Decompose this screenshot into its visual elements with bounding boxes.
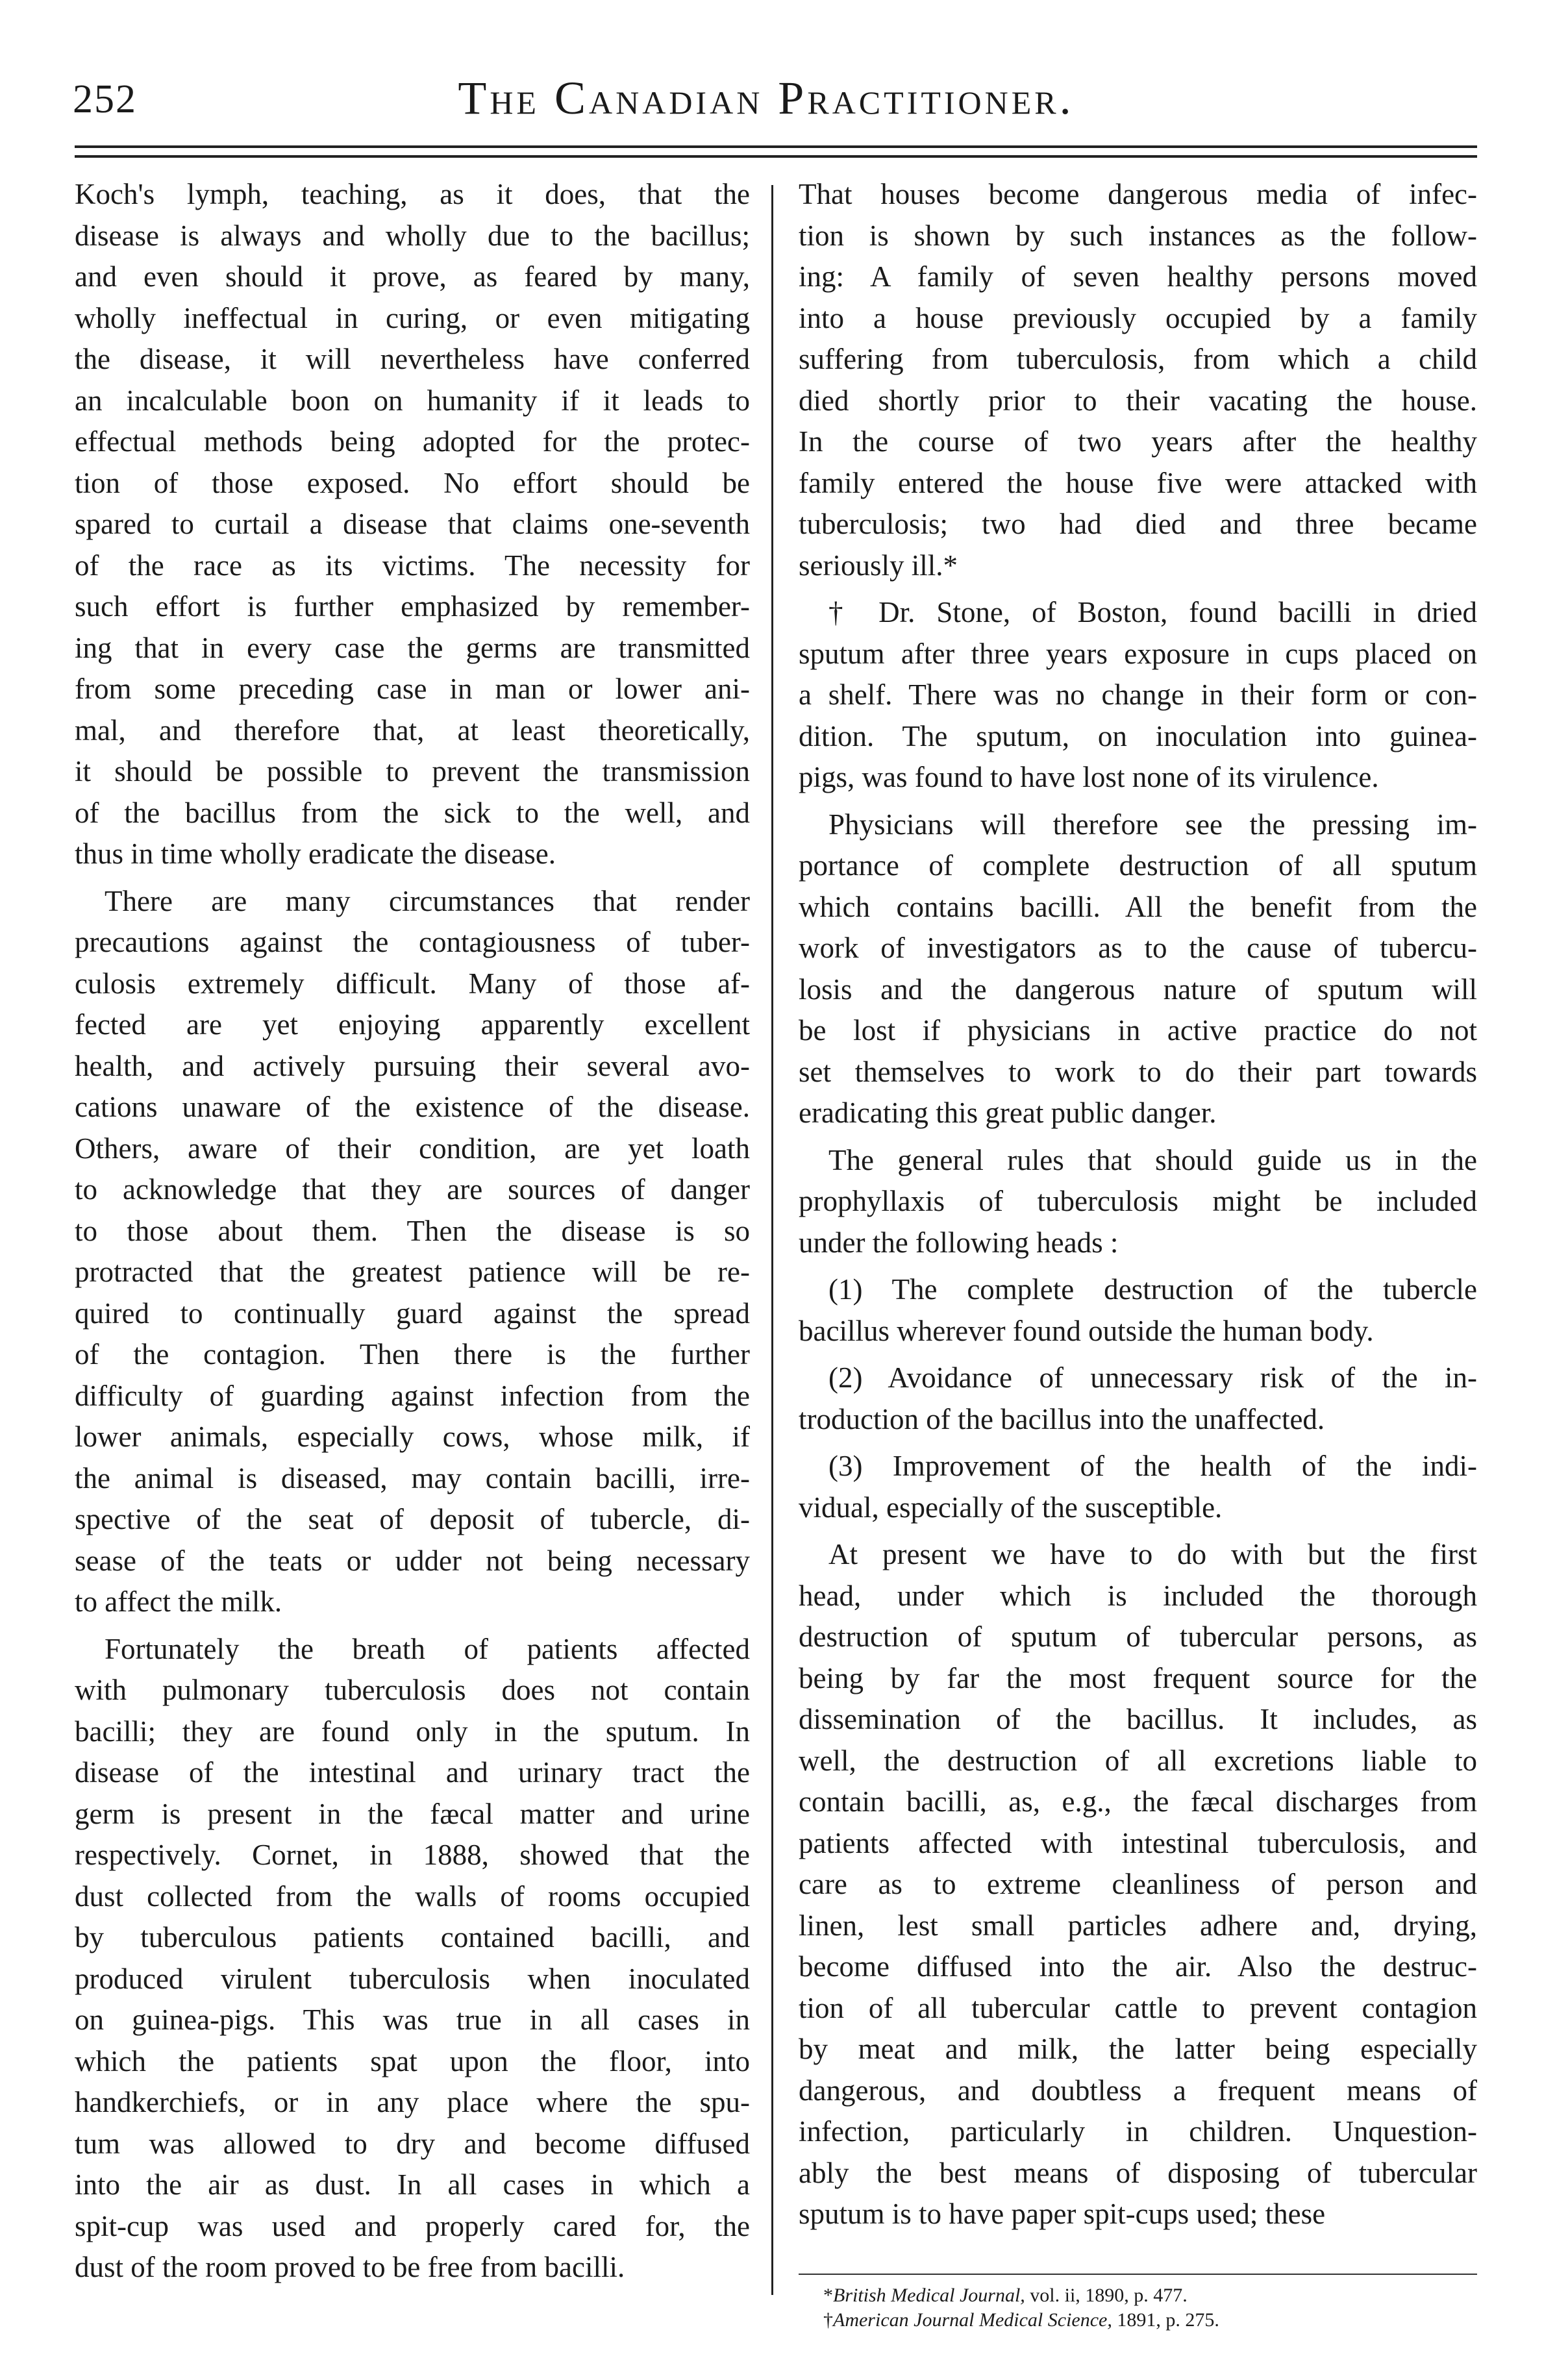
- text-line: protracted that the greatest patience will be re-: [75, 1256, 750, 1288]
- text-line: lower animals, especially cows, whose milk, if: [75, 1420, 750, 1453]
- text-line: dust of the room proved to be free from bacilli.: [75, 2251, 625, 2283]
- footnote-details: vol. ii, 1890, p. 477.: [1025, 2285, 1188, 2306]
- text-line: germ is present in the fæcal matter and urine: [75, 1797, 750, 1830]
- paragraph: [799, 1358, 1477, 1440]
- text-line: At present we have to do with but the first: [828, 1538, 1477, 1570]
- footnote-mark: *: [823, 2285, 833, 2306]
- footnote: [823, 2283, 1219, 2308]
- text-line: ing: A family of seven healthy persons moved: [799, 260, 1477, 293]
- text-line: from some preceding case in man or lower ani-: [75, 673, 750, 705]
- text-line: fected are yet enjoying apparently excellent: [75, 1008, 750, 1041]
- text-line: dissemination of the bacillus. It includes, as: [799, 1703, 1477, 1735]
- text-line: contain bacilli, as, e.g., the fæcal discharges from: [799, 1785, 1477, 1818]
- text-line: tum was allowed to dry and become diffused: [75, 2127, 750, 2160]
- text-line: into a house previously occupied by a family: [799, 301, 1477, 334]
- text-line: head, under which is included the thorough: [799, 1579, 1477, 1612]
- paragraph: [75, 881, 750, 1623]
- text-line: dust collected from the walls of rooms occupied: [75, 1879, 750, 1913]
- text-line: tuberculosis; two had died and three became: [799, 508, 1477, 540]
- text-line: under the following heads :: [799, 1226, 1119, 1259]
- footnote-mark: †: [823, 2309, 833, 2331]
- text-line: tion of those exposed. No effort should be: [75, 466, 750, 499]
- text-line: eradicating this great public danger.: [799, 1097, 1217, 1129]
- text-line: tion is shown by such instances as the follow-: [799, 219, 1477, 252]
- text-line: † Dr. Stone, of Boston, found bacilli in dried: [828, 596, 1477, 628]
- text-line: linen, lest small particles adhere and, drying,: [799, 1909, 1477, 1942]
- text-line: prophyllaxis of tuberculosis might be included: [799, 1185, 1477, 1217]
- text-line: and even should it prove, as feared by many,: [75, 260, 750, 293]
- text-line: produced virulent tuberculosis when inoculated: [75, 1962, 750, 1995]
- header-rule-bottom: [75, 155, 1477, 158]
- text-line: Fortunately the breath of patients affected: [105, 1632, 750, 1665]
- text-line: with pulmonary tuberculosis does not contain: [75, 1674, 750, 1706]
- left-column: [75, 174, 750, 2294]
- text-line: health, and actively pursuing their several avo-: [75, 1049, 750, 1082]
- text-line: spective of the seat of deposit of tubercle, di-: [75, 1503, 750, 1535]
- text-line: become diffused into the air. Also the destruc-: [799, 1950, 1477, 1983]
- text-line: mal, and therefore that, at least theoretically,: [75, 713, 750, 747]
- footnote-source: British Medical Journal,: [833, 2285, 1025, 2306]
- paragraph: [799, 804, 1477, 1134]
- text-line: (3) Improvement of the health of the indi-: [828, 1450, 1477, 1482]
- text-line: the disease, it will nevertheless have conferred: [75, 343, 750, 375]
- text-line: such effort is further emphasized by remember-: [75, 590, 750, 623]
- text-line: Koch's lymph, teaching, as it does, that the: [75, 178, 750, 210]
- text-line: difficulty of guarding against infection from the: [75, 1379, 750, 1412]
- text-line: destruction of sputum of tubercular persons, as: [799, 1620, 1477, 1653]
- text-line: family entered the house five were attacked with: [799, 466, 1477, 499]
- text-line: died shortly prior to their vacating the house.: [799, 384, 1477, 417]
- text-line: The general rules that should guide us in the: [828, 1143, 1477, 1176]
- page-number: 252: [73, 77, 137, 121]
- text-line: thus in time wholly eradicate the disease.: [75, 837, 556, 870]
- text-line: well, the destruction of all excretions liable to: [799, 1744, 1477, 1777]
- right-column: [799, 174, 1477, 2241]
- text-line: sputum after three years exposure in cups placed on: [799, 637, 1477, 670]
- footnote-source: American Journal Medical Science,: [833, 2309, 1112, 2331]
- text-line: set themselves to work to do their part towards: [799, 1055, 1477, 1088]
- text-line: culosis extremely difficult. Many of those af-: [75, 967, 750, 1000]
- footnote-rule: [799, 2274, 1477, 2275]
- text-line: precautions against the contagiousness of tuber-: [75, 926, 750, 958]
- text-line: to affect the milk.: [75, 1585, 282, 1618]
- text-line: into the air as dust. In all cases in which a: [75, 2168, 750, 2201]
- text-line: spared to curtail a disease that claims one-seventh: [75, 508, 750, 540]
- text-line: patients affected with intestinal tuberculosis, and: [799, 1826, 1477, 1859]
- text-line: (2) Avoidance of unnecessary risk of the in-: [828, 1361, 1477, 1394]
- text-line: by meat and milk, the latter being especially: [799, 2033, 1477, 2065]
- text-line: dition. The sputum, on inoculation into guinea-: [799, 719, 1477, 752]
- text-line: tion of all tubercular cattle to prevent contagion: [799, 1991, 1477, 2024]
- paragraph: [799, 1446, 1477, 1528]
- text-line: of the race as its victims. The necessity for: [75, 549, 750, 582]
- text-line: sease of the teats or udder not being necessary: [75, 1544, 750, 1577]
- paragraph: [75, 174, 750, 875]
- text-line: suffering from tuberculosis, from which a child: [799, 343, 1477, 375]
- text-line: losis and the dangerous nature of sputum will: [799, 973, 1477, 1006]
- text-line: Physicians will therefore see the pressing im-: [828, 808, 1477, 841]
- text-line: to those about them. Then the disease is so: [75, 1214, 750, 1247]
- text-line: (1) The complete destruction of the tubercle: [828, 1273, 1477, 1306]
- text-line: the animal is diseased, may contain bacilli, irre-: [75, 1461, 750, 1494]
- text-line: work of investigators as to the cause of tubercu-: [799, 932, 1477, 964]
- text-line: handkerchiefs, or in any place where the spu-: [75, 2086, 750, 2118]
- text-line: bacillus wherever found outside the human body.: [799, 1314, 1374, 1347]
- text-line: it should be possible to prevent the transmission: [75, 755, 750, 787]
- text-line: portance of complete destruction of all sputum: [799, 849, 1477, 882]
- text-line: bacilli; they are found only in the sputum. In: [75, 1715, 750, 1748]
- text-line: a shelf. There was no change in their form or con-: [799, 678, 1477, 711]
- text-line: disease of the intestinal and urinary tract the: [75, 1756, 750, 1789]
- text-line: cations unaware of the existence of the disease.: [75, 1091, 750, 1123]
- paragraph: [799, 1269, 1477, 1352]
- text-line: spit-cup was used and properly cared for, the: [75, 2209, 750, 2242]
- text-line: effectual methods being adopted for the protec-: [75, 425, 750, 458]
- text-line: disease is always and wholly due to the bacillus;: [75, 219, 750, 252]
- text-line: care as to extreme cleanliness of person and: [799, 1868, 1477, 1900]
- text-line: Others, aware of their condition, are yet loath: [75, 1132, 750, 1165]
- text-line: vidual, especially of the susceptible.: [799, 1491, 1223, 1524]
- text-line: on guinea-pigs. This was true in all cases in: [75, 2003, 750, 2036]
- footnote-details: 1891, p. 275.: [1112, 2309, 1219, 2331]
- paragraph: [799, 592, 1477, 799]
- text-line: sputum is to have paper spit-cups used; these: [799, 2198, 1326, 2230]
- footnotes: [823, 2283, 1219, 2333]
- text-line: which the patients spat upon the floor, into: [75, 2044, 750, 2077]
- text-line: dangerous, and doubtless a frequent means of: [799, 2074, 1477, 2107]
- text-line: wholly ineffectual in curing, or even mitigating: [75, 301, 750, 334]
- text-line: an incalculable boon on humanity if it leads to: [75, 384, 750, 417]
- text-line: In the course of two years after the healthy: [799, 425, 1477, 458]
- text-line: ably the best means of disposing of tubercular: [799, 2156, 1477, 2189]
- paragraph: [799, 174, 1477, 586]
- text-line: which contains bacilli. All the benefit from the: [799, 890, 1477, 923]
- running-title: The Canadian Practitioner.: [458, 72, 1075, 124]
- text-line: by tuberculous patients contained bacilli, and: [75, 1921, 750, 1953]
- footnote: [823, 2308, 1219, 2333]
- text-line: quired to continually guard against the spread: [75, 1296, 750, 1330]
- text-line: respectively. Cornet, in 1888, showed that the: [75, 1839, 750, 1871]
- column-divider: [771, 185, 773, 2295]
- header-rule-top: [75, 145, 1477, 148]
- paragraph: [75, 1629, 750, 2288]
- text-line: to acknowledge that they are sources of danger: [75, 1173, 750, 1206]
- text-line: troduction of the bacillus into the unaffected.: [799, 1402, 1325, 1435]
- text-line: There are many circumstances that render: [105, 884, 750, 917]
- text-line: of the contagion. Then there is the further: [75, 1338, 750, 1370]
- text-line: That houses become dangerous media of infec-: [799, 178, 1477, 210]
- text-line: infection, particularly in children. Unquestion-: [799, 2115, 1477, 2148]
- text-line: ing that in every case the germs are transmitted: [75, 631, 750, 664]
- text-line: seriously ill.*: [799, 549, 958, 582]
- text-line: be lost if physicians in active practice do not: [799, 1014, 1477, 1047]
- text-line: pigs, was found to have lost none of its virulence.: [799, 761, 1379, 793]
- text-line: of the bacillus from the sick to the well, and: [75, 796, 750, 829]
- paragraph: [799, 1534, 1477, 2235]
- paragraph: [799, 1140, 1477, 1264]
- text-line: being by far the most frequent source for the: [799, 1661, 1477, 1694]
